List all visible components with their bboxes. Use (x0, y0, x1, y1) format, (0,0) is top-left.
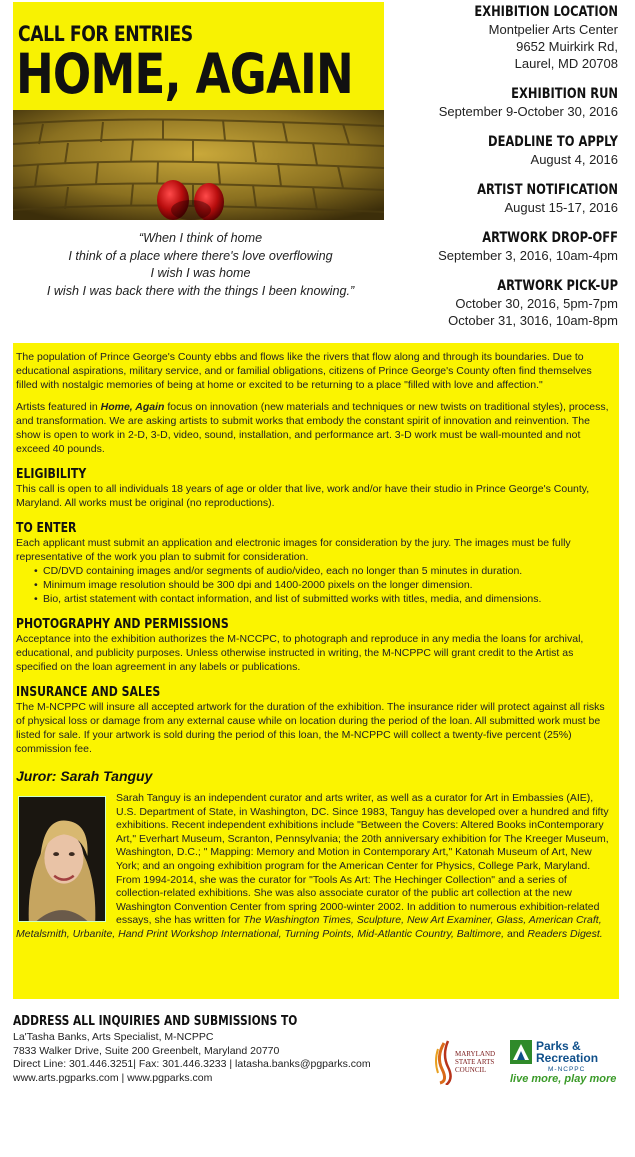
info-run (393, 85, 618, 120)
info-heading: ARTWORK PICK-UP (497, 278, 618, 294)
parks-tagline: live more, play more (510, 1073, 617, 1085)
info-heading: DEADLINE TO APPLY (488, 134, 618, 150)
info-line: August 15-17, 2016 (504, 200, 618, 215)
juror-heading: Juror: Sarah Tanguy (16, 768, 153, 784)
info-heading: EXHIBITION LOCATION (474, 4, 618, 20)
bio-and: and (504, 927, 528, 940)
msac-line: COUNCIL (455, 1066, 487, 1074)
parks-recreation-logo (510, 1040, 620, 1088)
info-deadline (393, 133, 618, 168)
eligibility-text: This call is open to all individuals 18 years of age or older that live, work and/or have their studio in Prince George's County, Maryland. All works must be original (no reproductions). (16, 483, 590, 509)
info-line: October 31, 3016, 10am-8pm (448, 313, 618, 328)
msac-wordmark (455, 1050, 495, 1074)
msac-line: MARYLAND (455, 1050, 496, 1058)
contact-address: 7833 Walker Drive, Suite 200 Greenbelt, Maryland 20770 (13, 1044, 280, 1057)
list-item: • Minimum image resolution should be 300 dpi and 1400-2000 pixels on the longer dimension. (34, 578, 614, 592)
exhibition-title-inline: Home, Again (100, 401, 165, 413)
quote-line: I think of a place where there's love overflowing (68, 248, 333, 263)
call-for-entries-label: CALL FOR ENTRIES (18, 22, 193, 46)
info-line: August 4, 2016 (530, 152, 618, 167)
artists-text-start: Artists featured in (16, 401, 101, 413)
bio-publications: The Washington Times, Sculpture, New Art Examiner, Glass, American Craft, Metalsmith, Urbanite, Hand Print Workshop International, Turning Points, Mid-Atlantic Country, Baltimore, (16, 914, 602, 940)
info-pickup (393, 277, 618, 329)
eligibility-heading: ELIGIBILITY (16, 467, 87, 482)
poster-title: HOME, AGAIN (16, 42, 353, 106)
contact-heading: ADDRESS ALL INQUIRIES AND SUBMISSIONS TO (13, 1014, 298, 1029)
parks-leaf-icon (510, 1040, 532, 1064)
artists-text-end: focus on innovation (new materials and techniques or new twists on traditional styles), process, and transformation. We are asking artists to submit works that embody the constant spirit of innovation and reinvention. The show is open to work in 2-D, 3-D, video, sound, installation, and performance art. 3-D work must be wall-mounted and not exceed 40 pounds. (16, 401, 609, 455)
info-line: 9652 Muirkirk Rd, (516, 39, 618, 54)
info-line: October 30, 2016, 5pm-7pm (455, 296, 618, 311)
info-line: Laurel, MD 20708 (514, 56, 618, 71)
parks-line-1: Parks & (536, 1039, 581, 1053)
to-enter-heading: TO ENTER (16, 521, 77, 536)
parks-agency: M-NCPPC (548, 1066, 586, 1073)
bio-last-publication: Readers Digest. (527, 927, 603, 940)
contact-websites[interactable]: www.arts.pgparks.com | www.pgparks.com (13, 1071, 213, 1084)
photography-text: Acceptance into the exhibition authorizes the M-NCCPC, to photograph and reproduce in any media the loans for archival, educational, and publicity purposes. Unless otherwise instructed in writing, the M-NCPPC will grant credit to the Artist as specified on the loan agreement in any labels or publications. (16, 633, 584, 673)
brick-road-ruby-slippers-image (13, 110, 384, 220)
list-item: • Bio, artist statement with contact information, and list of submitted works with titles, media, and dimensions. (34, 592, 614, 606)
quote-line: I wish I was back there with the things I been knowing.” (46, 283, 355, 298)
details-panel (13, 343, 619, 999)
parks-line-2: Recreation (536, 1051, 599, 1065)
list-item: • CD/DVD containing images and/or segments of audio/video, each no longer than 5 minutes in duration. (34, 564, 614, 578)
song-quote (13, 230, 388, 300)
parks-wordmark (536, 1040, 598, 1064)
bio-text: Sarah Tanguy is an independent curator and arts writer, as well as a curator for Art in Embassies (AIE), U.S. Department of State, in Washington, DC. Since 1983, Tanguy has developed over a hundred and fifty exhibitions. Recent independent exhibitions include "Between the Covers: Altered Books inContemporary Art," Everhart Museum, Scranton, Pennsylvania; the 20th anniversary exhibition for The Kreeger Museum, Washington, D.C.; " Mapping: Memory and Motion in Contemporary Art," Katonah Museum of Art, New York; and an ongoing exhibition program for the American Center for Physics, College Park, Maryland. From 1994-2014, she was the curator for "Tools As Art: The Hechinger Collection" and a series of collection-related exhibitions. She was also associate curator of the public art collection at the new Washington Convention Center from spring 2000-winter 2002. In addition to numerous exhibition-related essays, she has written for (116, 792, 609, 927)
info-line: September 3, 2016, 10am-4pm (438, 248, 618, 263)
info-line: September 9-October 30, 2016 (438, 104, 618, 119)
info-heading: ARTWORK DROP-OFF (482, 230, 618, 246)
msac-line: STATE ARTS (455, 1058, 495, 1066)
juror-section (16, 792, 614, 942)
contact-footer (13, 1014, 433, 1085)
poster-header (13, 2, 384, 220)
contact-phone-email[interactable]: Direct Line: 301.446.3251| Fax: 301.446.3233 | latasha.banks@pgparks.com (13, 1058, 371, 1070)
info-heading: EXHIBITION RUN (511, 86, 618, 102)
quote-line: I wish I was home (150, 266, 251, 280)
photography-heading: PHOTOGRAPHY AND PERMISSIONS (16, 617, 229, 632)
info-notification (393, 181, 618, 216)
entry-requirements-list (16, 564, 614, 606)
juror-portrait-image (18, 796, 106, 922)
quote-line: “When I think of home (138, 231, 263, 245)
info-heading: ARTIST NOTIFICATION (477, 182, 618, 198)
insurance-heading: INSURANCE AND SALES (16, 685, 161, 700)
artists-paragraph (16, 400, 614, 456)
info-location (393, 3, 618, 72)
insurance-text: The M-NCPPC will insure all accepted artwork for the duration of the exhibition. The insurance rider will protect against all risks of physical loss or damage from any external cause while on location during the period of the loan. All submitted work must be listed for sale. If your artwork is sold during the period of this loan, the M-NCPPC will collect a twenty-five percent (25%) commission fee. (16, 701, 605, 755)
info-line: Montpelier Arts Center (488, 22, 618, 37)
to-enter-text: Each applicant must submit an application and electronic images for consideration by the jury. The images must be fully representative of the work you plan to submit for consideration. (16, 537, 571, 563)
exhibition-info (393, 3, 618, 342)
info-dropoff (393, 229, 618, 264)
contact-name: La'Tasha Banks, Arts Specialist, M-NCPPC (13, 1031, 214, 1043)
intro-paragraph: The population of Prince George's County ebbs and flows like the rivers that flow along and through its boundaries. Due to educational aspirations, military service, and or familial obligations, citizens of Prince George's County often find themselves filled with nostalgic memories of being at home or excited to be returning to a place "filled with love and affection." (16, 351, 592, 391)
